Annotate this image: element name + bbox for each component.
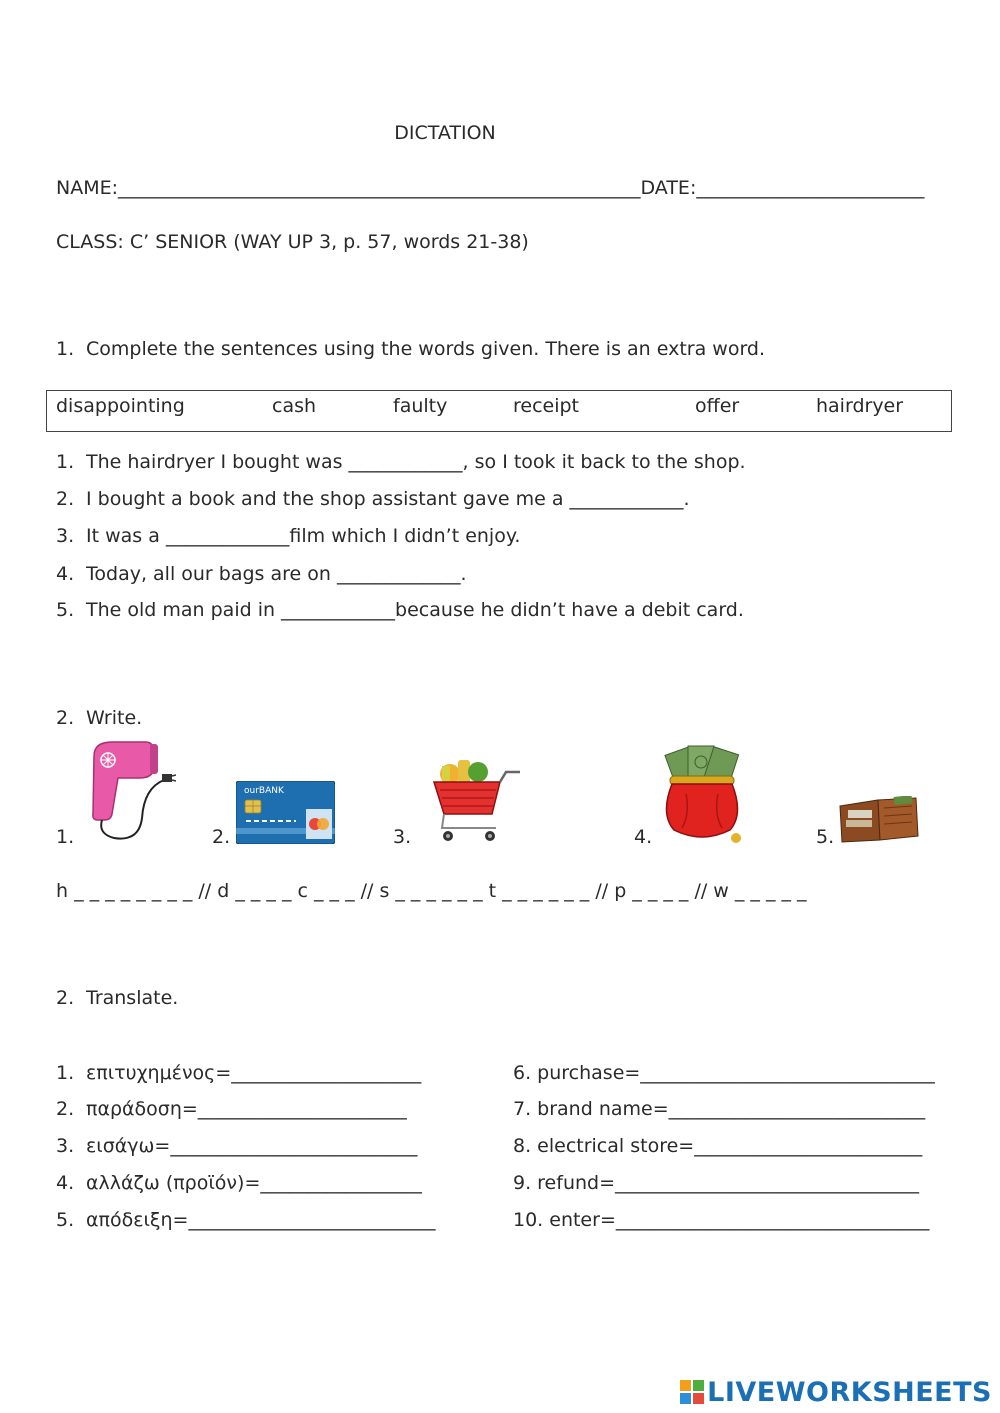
sentence-text: The hairdryer I bought was ____________, so I took it back to the shop. xyxy=(86,451,746,473)
purse-icon xyxy=(656,744,748,844)
translate-item-4 xyxy=(56,1172,422,1194)
translate-item-6: 6. purchase=_______________________________ xyxy=(513,1062,935,1084)
sentence-text: The old man paid in ____________because he didn’t have a debit card. xyxy=(86,599,744,621)
sentence-3 xyxy=(56,525,520,547)
exercise2-instruction: Write. xyxy=(86,707,143,729)
sentence-text: I bought a book and the shop assistant gave me a ____________. xyxy=(86,488,690,510)
picture-number: 2. xyxy=(212,826,231,848)
word-bank-item: offer xyxy=(695,395,740,417)
picture-number: 5. xyxy=(816,826,835,848)
translate-number: 4. xyxy=(56,1172,75,1194)
sentence-number: 1. xyxy=(56,451,75,473)
word-bank-item: hairdryer xyxy=(816,395,904,417)
shopping-trolley-icon xyxy=(428,752,524,844)
sentence-number: 2. xyxy=(56,488,75,510)
translate-number: 3. xyxy=(56,1135,75,1157)
translate-item-2 xyxy=(56,1098,407,1120)
exercise3-heading xyxy=(56,987,178,1009)
sentence-number: 4. xyxy=(56,563,75,585)
card-bank-name: ourBANK xyxy=(244,786,284,796)
exercise1-number: 1. xyxy=(56,338,75,360)
sentence-1 xyxy=(56,451,746,473)
liveworksheets-logo-icon xyxy=(679,1379,705,1405)
translate-item-1 xyxy=(56,1062,421,1084)
word-bank xyxy=(46,390,952,432)
sentence-number: 5. xyxy=(56,599,75,621)
exercise3-instruction: Translate. xyxy=(86,987,179,1009)
word-bank-item: disappointing xyxy=(56,395,185,417)
picture-number: 3. xyxy=(393,826,412,848)
translate-item-3 xyxy=(56,1135,417,1157)
word-bank-item: receipt xyxy=(513,395,580,417)
sentence-text: Today, all our bags are on _____________. xyxy=(86,563,467,585)
liveworksheets-logo[interactable] xyxy=(679,1376,992,1408)
picture-number: 4. xyxy=(634,826,653,848)
exercise3-number: 2. xyxy=(56,987,75,1009)
sentence-4 xyxy=(56,563,467,585)
sentence-5 xyxy=(56,599,744,621)
debit-card-icon xyxy=(236,781,335,844)
sentence-text: It was a _____________film which I didn’t enjoy. xyxy=(86,525,521,547)
translate-item-9: 9. refund=________________________________ xyxy=(513,1172,920,1194)
translate-item-5 xyxy=(56,1209,435,1231)
page-title: DICTATION xyxy=(394,122,496,144)
translate-text: αλλάζω (προϊόν)=_________________ xyxy=(86,1172,422,1194)
name-date-line: NAME:_______________________________________________________DATE:________________________ xyxy=(56,177,925,199)
sentence-number: 3. xyxy=(56,525,75,547)
word-bank-item: faulty xyxy=(393,395,448,417)
write-answer-line: h _ _ _ _ _ _ _ _ // d _ _ _ _ c _ _ _ // s _ _ _ _ _ _ t _ _ _ _ _ _ // p _ _ _ _ // w _ _ _ _ _ xyxy=(56,880,807,902)
translate-text: επιτυχημένος=____________________ xyxy=(86,1062,422,1084)
class-line: CLASS: C’ SENIOR (WAY UP 3, p. 57, words 21-38) xyxy=(56,231,529,253)
exercise2-number: 2. xyxy=(56,707,75,729)
translate-number: 1. xyxy=(56,1062,75,1084)
translate-item-7: 7. brand name=___________________________ xyxy=(513,1098,926,1120)
translate-item-10: 10. enter=_________________________________ xyxy=(513,1209,930,1231)
hairdryer-icon xyxy=(84,738,176,846)
picture-number: 1. xyxy=(56,826,75,848)
exercise1-instruction: Complete the sentences using the words given. There is an extra word. xyxy=(86,338,766,360)
word-bank-item: cash xyxy=(272,395,317,417)
translate-number: 2. xyxy=(56,1098,75,1120)
translate-text: απόδειξη=__________________________ xyxy=(86,1209,436,1231)
exercise2-heading xyxy=(56,707,142,729)
translate-text: εισάγω=__________________________ xyxy=(86,1135,418,1157)
sentence-2 xyxy=(56,488,690,510)
translate-item-8: 8. electrical store=________________________ xyxy=(513,1135,923,1157)
translate-number: 5. xyxy=(56,1209,75,1231)
wallet-icon xyxy=(838,796,920,844)
exercise1-heading xyxy=(56,338,765,360)
liveworksheets-brand: LIVEWORKSHEETS xyxy=(707,1376,992,1408)
translate-text: παράδοση=______________________ xyxy=(86,1098,407,1120)
